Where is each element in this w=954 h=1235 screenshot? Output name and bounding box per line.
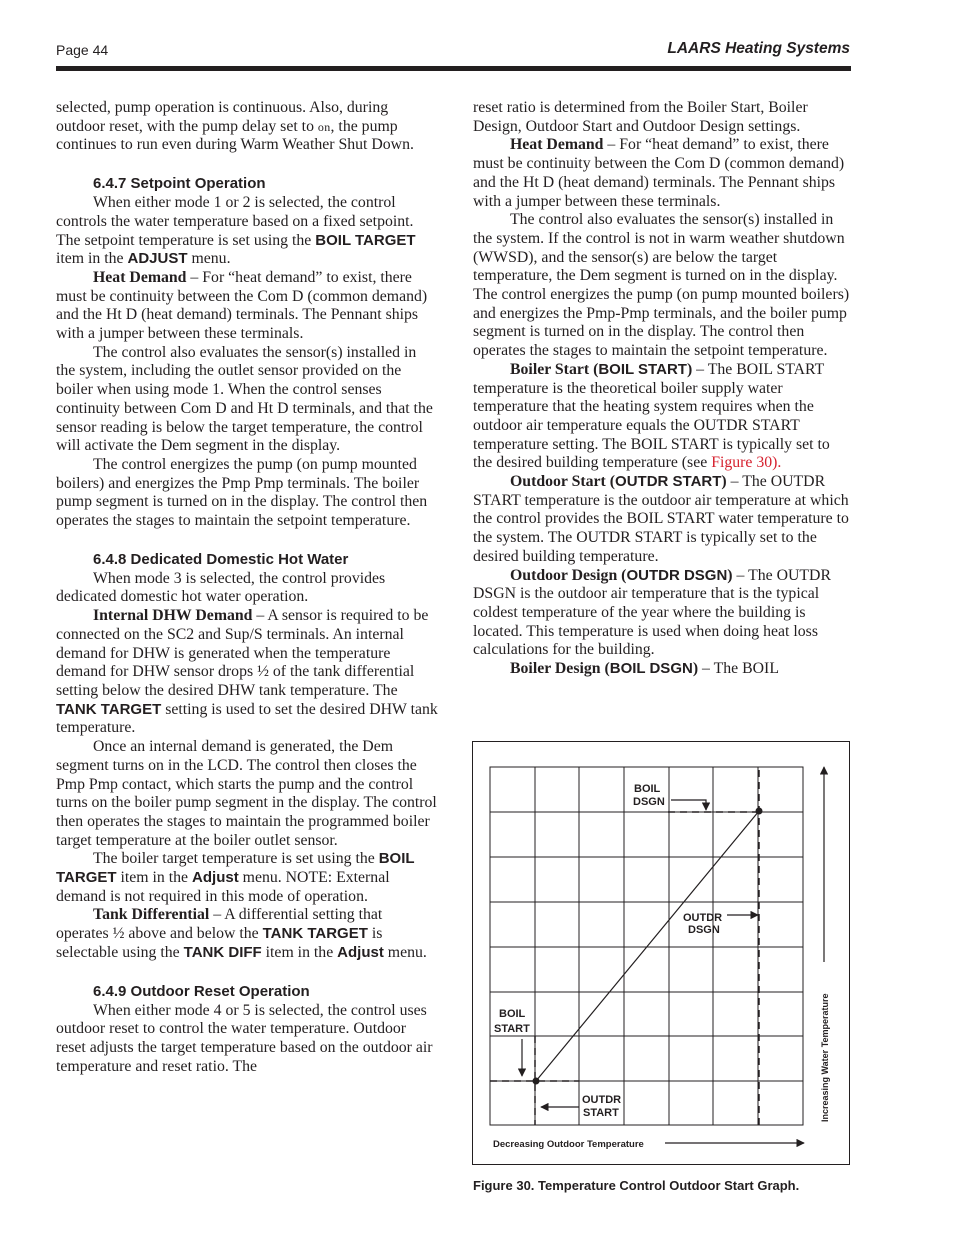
grid [490,767,803,1125]
x-axis-label: Decreasing Outdoor Temperature [493,1139,644,1150]
outdr-dsgn-paragraph: Outdoor Design (OUTDR DSGN) – The OUTDR DSGN is the outdoor air temperature that is the typical coldest temperature of the year where the building is located. This temperature is used when doing heat loss calculations for the building. [473,566,831,659]
boil-start-point [533,1078,540,1085]
section-heading-outdoor-reset: 6.4.9 Outdoor Reset Operation [93,982,310,1000]
header-rule [56,66,851,71]
setpoint-paragraph: When either mode 1 or 2 is selected, the control controls the water temperature based on a fixed setpoint. The setpoint temperature is set using the BOIL TARGET item in the ADJUST menu. [56,194,416,268]
boiler-target-paragraph: The boiler target temperature is set using the BOIL TARGET item in the Adjust menu. NOTE: External demand is not required in this mode of operation. [56,850,415,905]
wwsd-paragraph: The control also evaluates the sensor(s) installed in the system. If the control is not in warm weather shutdown (WWSD), and the sensor(s) are below the target temperature, the Dem segment is turned on in the display. The control energizes the pump (on pump mounted boilers) and energizes the Pmp-Pmp terminals, and the boiler pump segment is turned on in the display. The control then operates the stages to maintain the setpoint temperature. [473,211,850,360]
boil-start-paragraph: Boiler Start (BOIL START) – The BOIL START temperature is the theoretical boiler supply water temperature that the heating system requires when the outdoor air temperature equals the OUTDR START temperature setting. The BOIL START is typically set to the desired building temperature (see Figure 30). [473,360,830,472]
brand-title: LAARS Heating Systems [667,40,850,57]
continued-paragraph: selected, pump operation is continuous. Also, during outdoor reset, with the pump delay set to on, the pump continues to run even during Warm Weather Shut Down. [56,99,414,154]
boil-dsgn-paragraph: Boiler Design (BOIL DSGN) – The BOIL [510,660,779,678]
outdr-start-label-2: START [583,1107,619,1119]
left-column [56,99,438,1076]
pump-paragraph: The control energizes the pump (on pump mounted boilers) and energizes the Pmp Pmp terminals. The boiler pump segment is turned on in the display. The control then operates the stages to maintain the setpoint temperature. [56,455,428,530]
figure-reference-link[interactable]: Figure 30). [711,454,782,472]
page-number: Page 44 [56,42,109,58]
outdoor-reset-paragraph: When either mode 4 or 5 is selected, the control uses outdoor reset to control the water temperature. Outdoor reset adjusts the target temperature based on the outdoor air temperature and reset ratio. The [56,1001,433,1075]
figure-30 [472,741,850,1165]
tank-diff-paragraph: Tank Differential – A differential setting that operates ½ above and below the TANK TARGET is selectable using the TANK DIFF item in the Adjust menu. [56,906,427,961]
reset-ratio-paragraph: reset ratio is determined from the Boiler Start, Boiler Design, Outdoor Start and Outdoor Design settings. [473,99,808,135]
boil-start-label-2: START [494,1023,530,1035]
outdr-dsgn-label: OUTDR [683,912,723,924]
boil-dsgn-label: BOIL [634,783,661,795]
outdr-dsgn-label-2: DSGN [688,924,720,936]
outdr-start-label: OUTDR [582,1094,622,1106]
sensor-paragraph: The control also evaluates the sensor(s) installed in the system, including the outlet sensor provided on the boiler when using mode 1. When the control senses continuity between Com D and Ht D terminals, and that the sensor reading is below the target temperature, the control will activate the Dem segment in the display. [56,343,433,455]
reset-curve [536,811,759,1081]
boil-dsgn-point [756,808,763,815]
heat-demand-paragraph: Heat Demand – For “heat demand” to exist, there must be continuity between the Com D (common demand) and the Ht D (heat demand) terminals. The Pennant ships with a jumper between these terminals. [56,268,428,343]
figure-caption: Figure 30. Temperature Control Outdoor Start Graph. [473,1178,800,1193]
section-heading-setpoint: 6.4.7 Setpoint Operation [93,175,266,193]
outdoor-start-graph [473,742,849,1164]
callout-arrows [522,800,758,1107]
outdr-start-paragraph: Outdoor Start (OUTDR START) – The OUTDR START temperature is the outdoor air temperature at which the control provides the BOIL START water temperature to the system. The OUTDR START is typically set to the desired building temperature. [473,473,849,565]
boil-dsgn-label-2: DSGN [633,796,665,808]
right-column [473,99,851,679]
boil-start-label: BOIL [499,1008,526,1020]
internal-dhw-paragraph: Internal DHW Demand – A sensor is required to be connected on the SC2 and Sup/S terminals. An internal demand for DHW is generated when the temperature demand for DHW sensor drops ½ of the tank differential setting below the desired DHW tank temperature. The TANK TARGET setting is used to set the desired DHW tank temperature. [56,607,438,737]
heat-demand-paragraph-2: Heat Demand – For “heat demand” to exist, there must be continuity between the Com D (common demand) and the Ht D (heat demand) terminals. The Pennant ships with a jumper between these terminals. [473,136,845,210]
dhw-paragraph: When mode 3 is selected, the control provides dedicated domestic hot water operation. [56,569,386,606]
y-axis-label: Increasing Water Temperature [820,993,830,1122]
dem-segment-paragraph: Once an internal demand is generated, the Dem segment turns on in the LCD. The control then closes the Pmp Pmp contact, which starts the pump and the control turns on the boiler pump segment in the display. The control then operates the stages to maintain the programmed boiler target temperature at the boiler outlet sensor. [56,738,437,849]
section-heading-dhw: 6.4.8 Dedicated Domestic Hot Water [93,550,349,568]
